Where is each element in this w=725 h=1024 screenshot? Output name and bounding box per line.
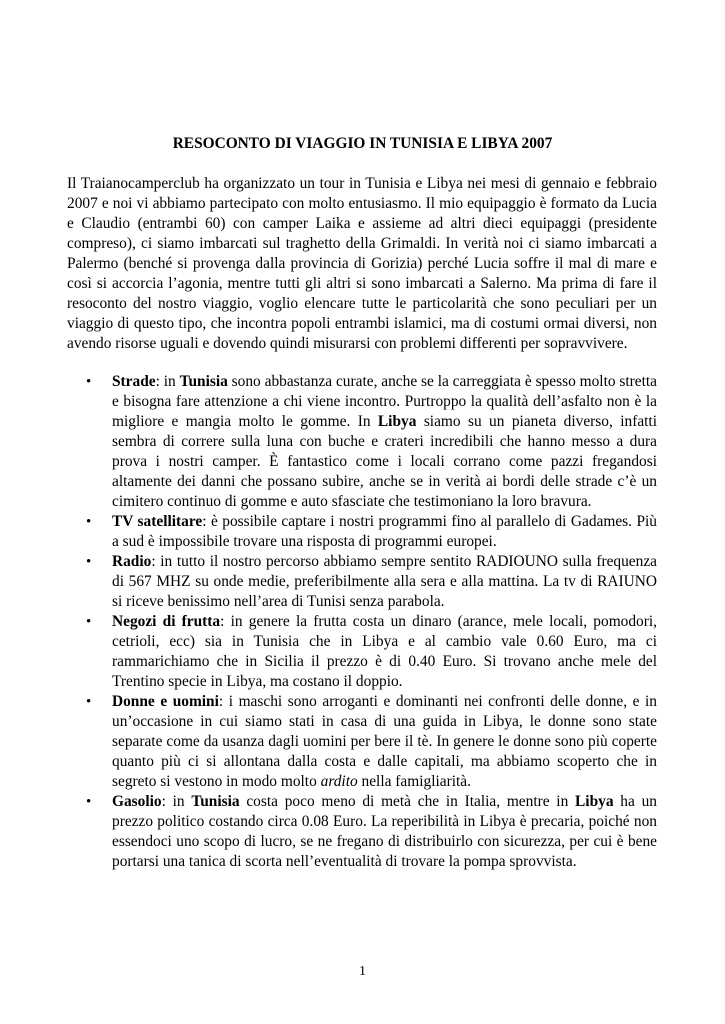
bullet-label: Radio	[112, 553, 152, 570]
bullet-icon: •	[86, 514, 92, 530]
bullet-icon: •	[86, 374, 92, 390]
bullet-list	[67, 372, 657, 872]
document-title: RESOCONTO DI VIAGGIO IN TUNISIA E LIBYA 2007	[172, 135, 553, 152]
bullet-label: Donne e uomini	[112, 693, 219, 710]
bullet-donne-e-uomini: • Donne e uomini: i maschi sono arroganti e dominanti nei confronti delle donne, e in un’occasione in cui siamo stati in casa di una guida in Libya, le donne sono state separate come da usanza dagli uomini per bere il tè. In genere le donne sono più coperte quanto più ci si allontana dalla costa e dalle capitali, ma abbiamo scoperto che in segreto si vestono in modo molto ardito nella famigliarità.	[86, 693, 658, 790]
bullet-tv-satellitare: • TV satellitare: è possibile captare i nostri programmi fino al parallelo di Gadames. Più a sud è impossibile trovare una risposta di programmi europei.	[86, 513, 657, 550]
bullet-icon: •	[86, 554, 92, 570]
intro-paragraph: Il Traianocamperclub ha organizzato un tour in Tunisia e Libya nei mesi di gennaio e febbraio 2007 e noi vi abbiamo partecipato con molto entusiasmo. Il mio equipaggio è formato da Lucia e Claudio (entrambi 60) con camper Laika e assieme ad altri dieci equipaggi (presidente compreso), ci siamo imbarcati sul traghetto della Grimaldi. In verità noi ci siamo imbarcati a Palermo (benché si provenga dalla provincia di Gorizia) perché Lucia soffre il mal di mare e così si accorcia l’agonia, mentre tutti gli altri si sono imbarcati a Salerno. Ma prima di fare il resoconto del nostro viaggio, voglio elencare tutte le particolarità che sono peculiari per un viaggio di questo tipo, che incontra popoli entrambi islamici, ma di costumi ormai diversi, non avendo risorse uguali e dovendo quindi misurarsi con problemi differenti per sopravvivere.	[67, 175, 657, 352]
bullet-label: Gasolio	[112, 793, 162, 810]
bullet-icon: •	[86, 694, 92, 710]
bullet-gasolio: • Gasolio: in Tunisia costa poco meno di metà che in Italia, mentre in Libya ha un prezzo politico costando circa 0.08 Euro. La reperibilità in Libya è precaria, poiché non essendoci uno scopo di lucro, se ne fregano di distribuirlo con sicurezza, per cui è bene portarsi una tanica di scorta nell’eventualità di trovare la pompa sprovvista.	[86, 793, 657, 870]
bullet-strade: • Strade: in Tunisia sono abbastanza curate, anche se la carreggiata è spesso molto stretta e bisogna fare attenzione a chi viene incontro. Purtroppo la qualità dell’asfalto non è la migliore e mangia molto le gomme. In Libya siamo su un pianeta diverso, infatti sembra di correre sulla luna con buche e crateri incredibili che hanno messo a dura prova i nostri camper. È fantastico come i locali corrano come pazzi fregandosi altamente dei danni che possano subire, anche se in verità ai bordi delle strade c’è un cimitero continuo di gomme e auto sfasciate che testimoniano la loro bravura.	[86, 373, 658, 510]
page-number: 1	[359, 964, 366, 979]
bullet-radio: • Radio: in tutto il nostro percorso abbiamo sempre sentito RADIOUNO sulla frequenza di 567 MHZ su onde medie, preferibilmente alla sera e alla mattina. La tv di RAIUNO si riceve benissimo nell’area di Tunisi senza parabola.	[86, 553, 657, 610]
bullet-label: TV satellitare	[112, 513, 203, 530]
bullet-icon: •	[86, 614, 92, 630]
bullet-label: Strade	[112, 373, 156, 390]
bullet-negozi-di-frutta: • Negozi di frutta: in genere la frutta costa un dinaro (arance, mele locali, pomodori, cetrioli, ecc) sia in Tunisia che in Libya e al cambio vale 0.60 Euro, ma ci rammarichiamo che in Sicilia il prezzo è di 0.40 Euro. Si trovano anche mele del Trentino specie in Libya, ma costano il doppio.	[86, 613, 657, 690]
bullet-label: Negozi di frutta	[112, 613, 221, 630]
bullet-icon: •	[86, 794, 92, 810]
